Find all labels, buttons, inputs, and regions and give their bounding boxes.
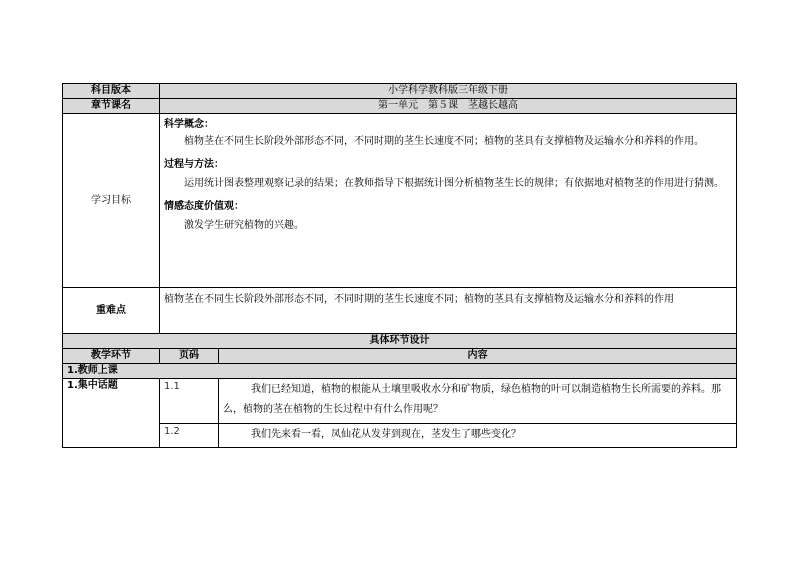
goal-text-attitude: 激发学生研究植物的兴趣。: [184, 220, 304, 231]
section-row: [63, 364, 737, 379]
content-text: 我们先来看一看，凤仙花从发芽到现在，茎发生了哪些变化？: [219, 424, 737, 448]
design-title-row: [63, 334, 737, 349]
table-row: [63, 379, 737, 424]
goal-title-concept: 科学概念：: [164, 119, 214, 130]
goal-text-concept: 植物茎在不同生长阶段外部形态不同，不同时期的茎生长速度不同；植物的茎具有支撑植物及运输水分和养料的作用。: [184, 136, 704, 147]
chapter-value: 第一单元 第５课 茎越长越高: [160, 99, 737, 114]
goal-text-process: 运用统计图表整理观察记录的结果；在教师指导下根据统计图分析植物茎生长的规律；有依据地对植物茎的作用进行猜测。: [184, 178, 724, 189]
goals-row: [63, 114, 737, 288]
key-points-label: 重难点: [63, 288, 160, 334]
table-row: [63, 424, 737, 448]
stage-label: 1.集中话题: [63, 379, 160, 448]
goals-label: 学习目标: [63, 114, 160, 288]
col-stage-header: 教学环节: [63, 349, 160, 364]
subject-row: [63, 84, 737, 99]
subject-value: 小学科学教科版三年级下册: [160, 84, 737, 99]
section-label: 1.教师上课: [63, 364, 737, 379]
goals-content: [160, 114, 737, 288]
subject-label: 科目版本: [63, 84, 160, 99]
design-title: 具体环节设计: [63, 334, 737, 349]
chapter-label: 章节课名: [63, 99, 160, 114]
page-number: 1.2: [160, 424, 219, 448]
key-points-row: [63, 288, 737, 334]
design-header-row: [63, 349, 737, 364]
lesson-plan-table: [62, 83, 737, 448]
chapter-row: [63, 99, 737, 114]
page-number: 1.1: [160, 379, 219, 424]
col-content-header: 内容: [219, 349, 737, 364]
goal-title-process: 过程与方法：: [164, 159, 224, 170]
col-page-header: 页码: [160, 349, 219, 364]
key-points-text: 植物茎在不同生长阶段外部形态不同，不同时期的茎生长速度不同；植物的茎具有支撑植物及运输水分和养料的作用: [160, 288, 737, 334]
content-text: 我们已经知道，植物的根能从土壤里吸收水分和矿物质，绿色植物的叶可以制造植物生长所需要的养料。那么，植物的茎在植物的生长过程中有什么作用呢？: [219, 379, 737, 424]
lesson-plan-page: [62, 83, 736, 448]
goal-title-attitude: 情感态度价值观：: [164, 201, 244, 212]
